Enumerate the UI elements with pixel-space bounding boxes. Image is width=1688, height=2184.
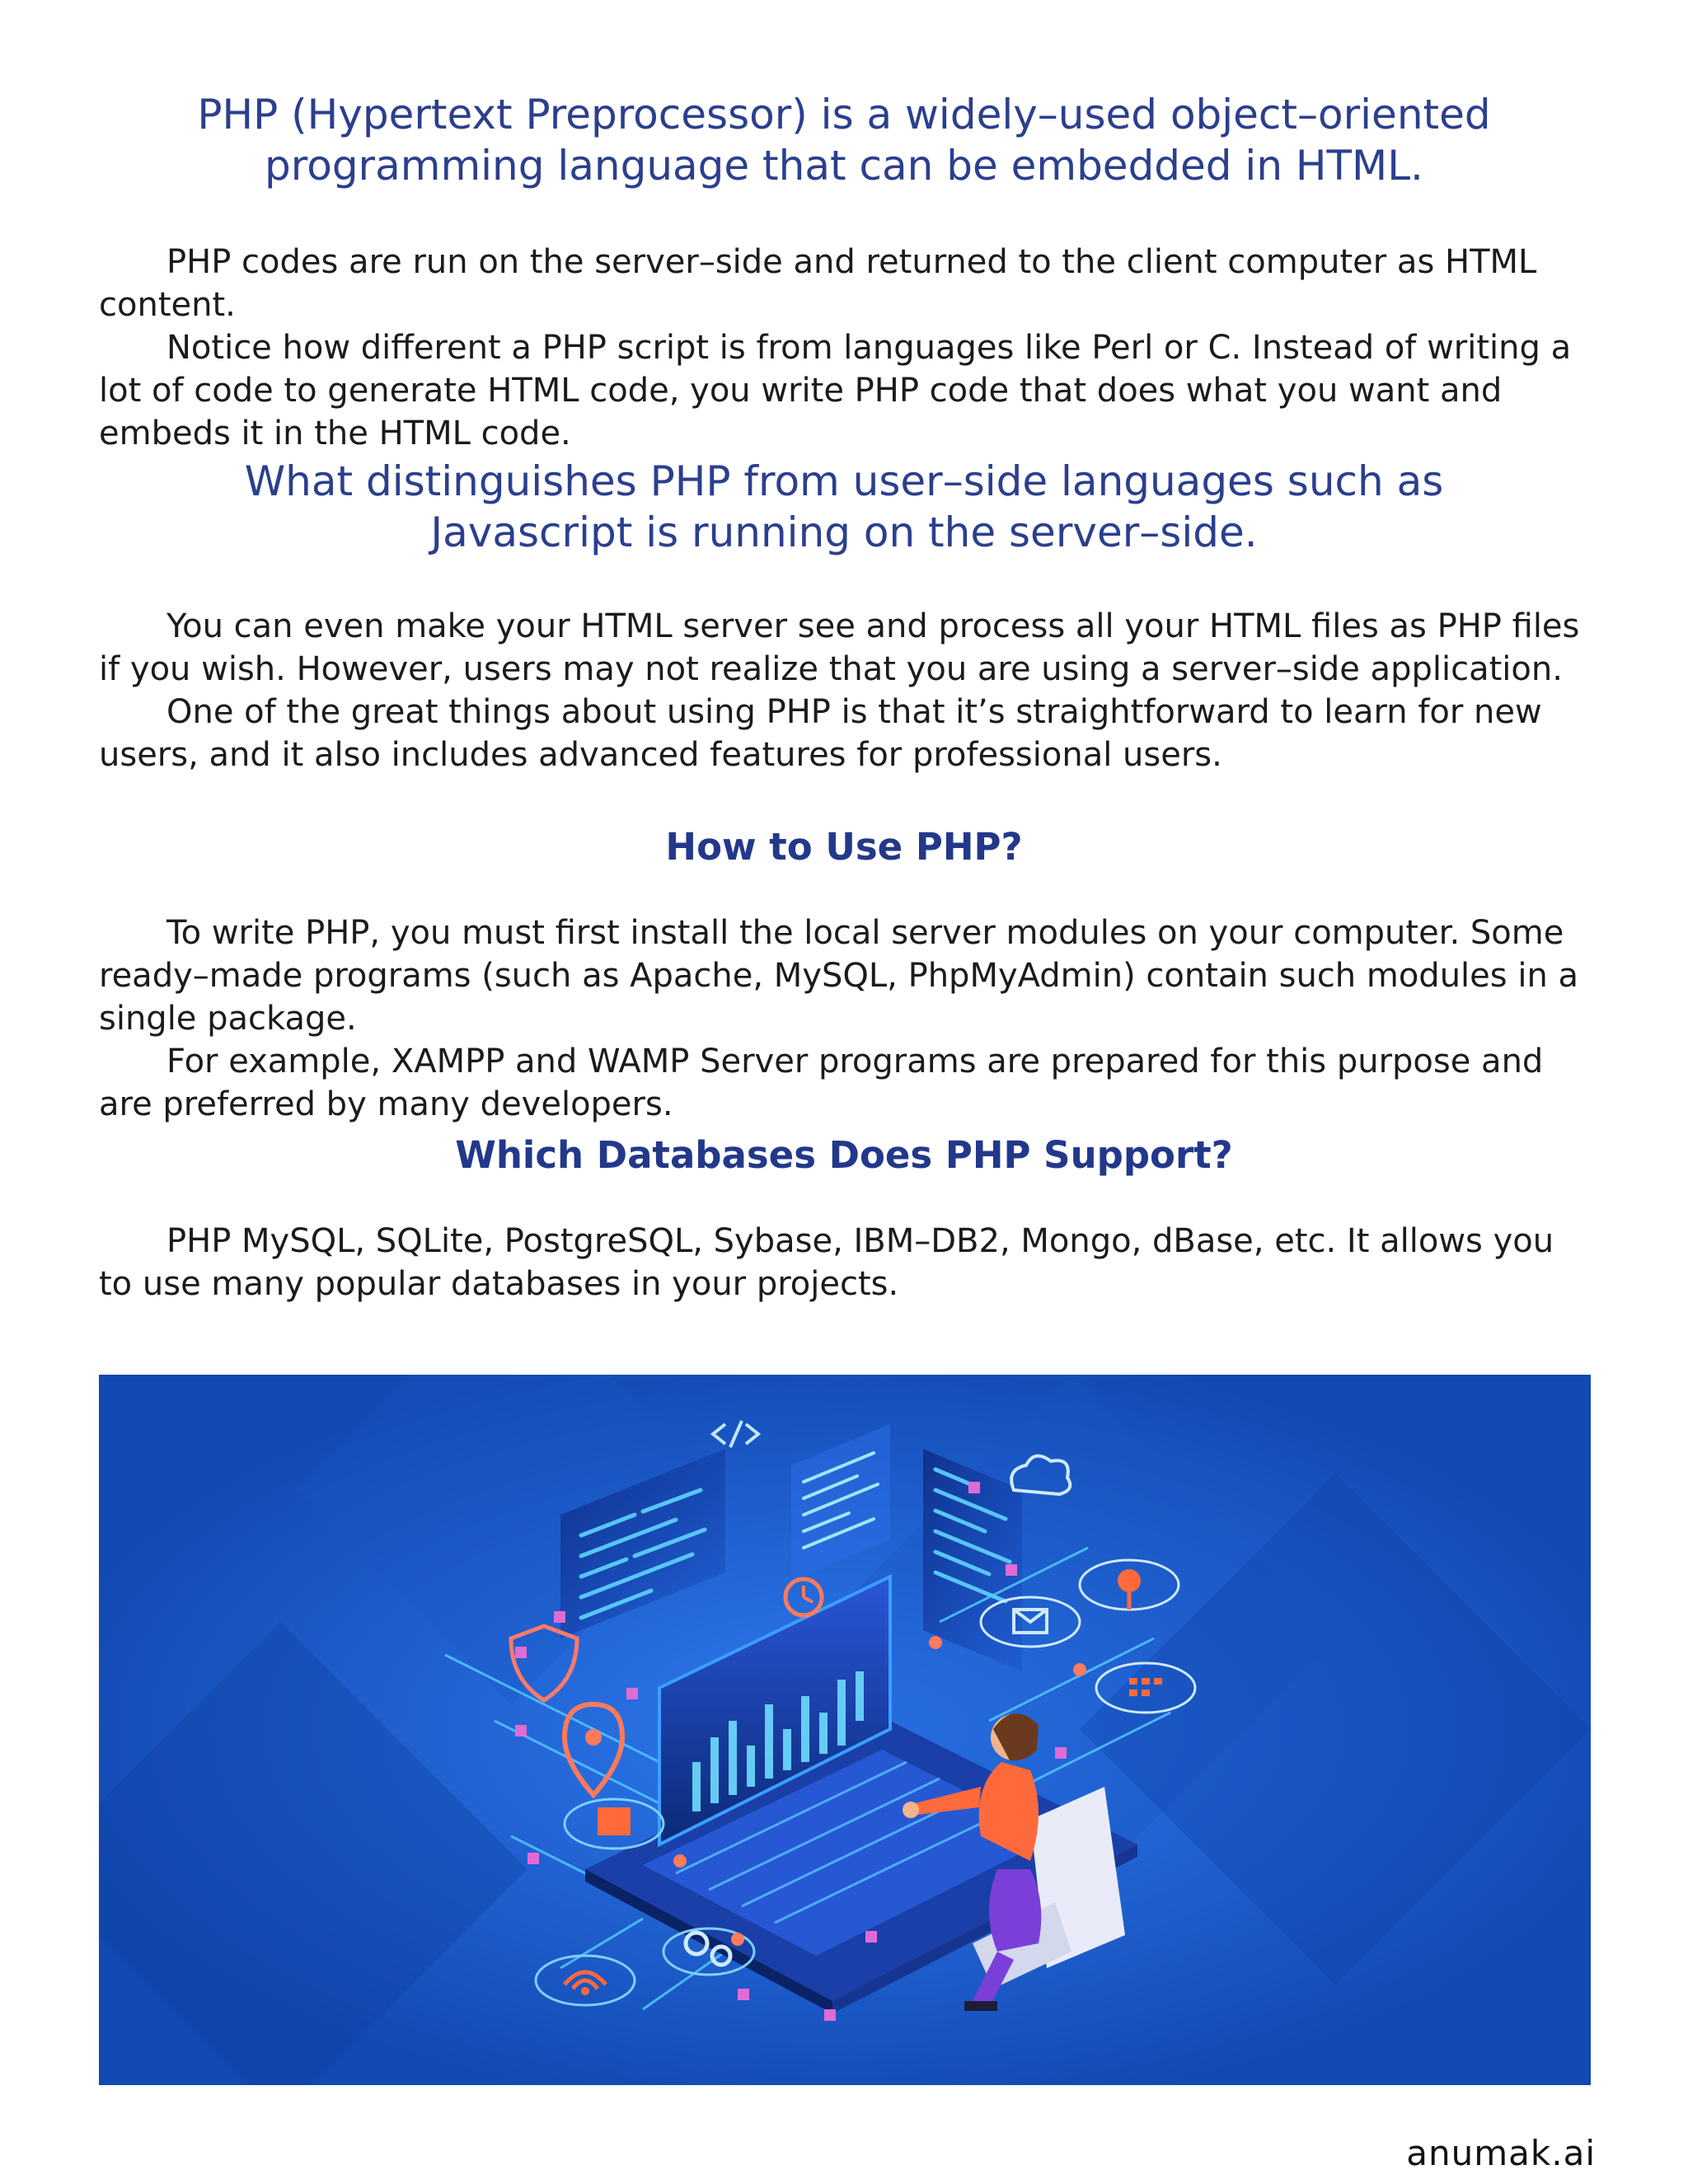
how-to-paragraph: To write PHP, you must first install the local server modules on your computer. Some ready–made programs (such as Apache, MySQL, PhpMyAdmin) contain such modules in a single package. xyxy=(99,914,1579,1038)
intro-section xyxy=(99,241,1589,455)
pullquote-line: programming language that can be embedded in HTML. xyxy=(265,142,1423,190)
intro-paragraph: Notice how different a PHP script is from languages like Perl or C. Instead of writing a lot of code to generate HTML code, you write PHP code that does what you want and embeds it in the HTML code. xyxy=(99,329,1572,452)
how-to-section xyxy=(99,912,1589,1126)
server-paragraph: You can even make your HTML server see and process all your HTML files as PHP files if you wish. However, users may not realize that you are using a server–side application. xyxy=(99,607,1580,688)
pullquote-php-definition xyxy=(99,89,1589,191)
how-to-paragraph: For example, XAMPP and WAMP Server programs are prepared for this purpose and are preferred by many developers. xyxy=(99,1043,1544,1123)
how-to-heading: How to Use PHP? xyxy=(665,825,1023,869)
pullquote-server-side xyxy=(99,456,1589,558)
pullquote-line: What distinguishes PHP from user–side languages such as xyxy=(244,457,1444,505)
pullquote-line: Javascript is running on the server–side. xyxy=(430,509,1258,556)
developer-illustration xyxy=(99,1375,1591,2085)
brand-footer: anumak.ai xyxy=(1406,2133,1596,2173)
databases-section xyxy=(99,1220,1589,1305)
developer-illustration-art xyxy=(99,1375,1591,2085)
server-section xyxy=(99,605,1589,776)
pullquote-line: PHP (Hypertext Preprocessor) is a widely–used object–oriented xyxy=(197,91,1491,138)
databases-paragraph: PHP MySQL, SQLite, PostgreSQL, Sybase, IBM–DB2, Mongo, dBase, etc. It allows you to use many popular databases in your projects. xyxy=(99,1222,1554,1303)
databases-heading: Which Databases Does PHP Support? xyxy=(455,1133,1233,1177)
server-paragraph: One of the great things about using PHP is that it’s straightforward to learn for new users, and it also includes advanced features for professional users. xyxy=(99,693,1542,774)
intro-paragraph: PHP codes are run on the server–side and returned to the client computer as HTML content. xyxy=(99,243,1537,324)
